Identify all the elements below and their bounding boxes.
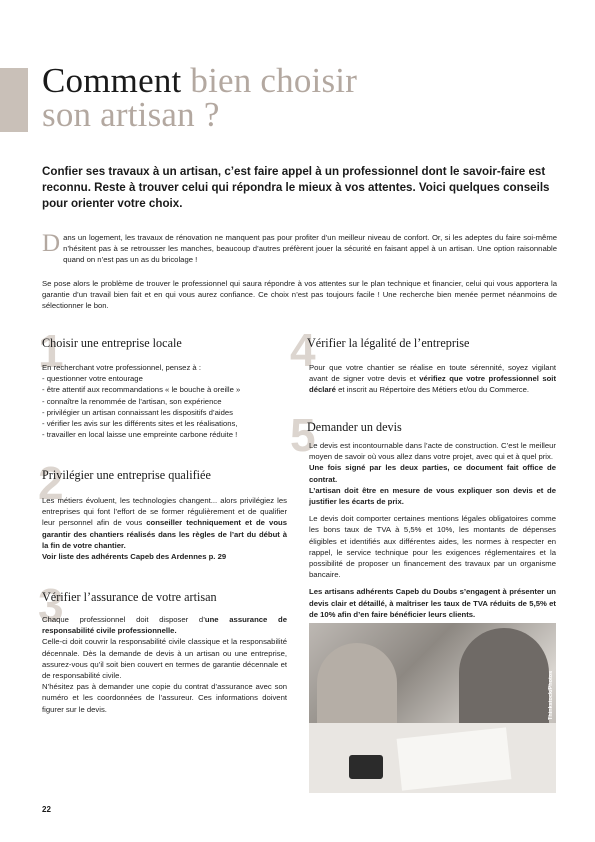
section-5-p1-bold: Une fois signé par les deux parties, ce document fait office de contrat. (309, 463, 556, 484)
section-2-number: 2 (38, 457, 64, 509)
section-3-title: Vérifier l’assurance de votre artisan (42, 590, 217, 604)
section-3-text-a-bold: une assurance de responsabilité civile professionnelle. (42, 615, 287, 636)
section-4-number: 4 (290, 324, 316, 376)
body-paragraph-1-text: ans un logement, les travaux de rénovation ne manquent pas pour profiter d’un meilleur niveau de confort. Or, si les adeptes du faire soi-même n’hésitent pas à se retrousser les manches, beaucoup d’autres préfèrent jouer la sécurité en faisant appel à un artisan. Une option raisonnable quand on n’est pas un as du bricolage ! (63, 233, 557, 265)
section-5-p2: Le devis doit comporter certaines mentions légales obligatoires comme les bons taux de TVA à 5,5% et 10%, les montants de dépenses éligibles et identifiés aux différentes aides, les normes à respecter en rappel, le service technique pour les exigences réglementaires et la possibilité de proposer un financement des travaux par un organisme bancaire. (309, 514, 556, 580)
page-number: 22 (42, 805, 51, 814)
section-1-number: 1 (38, 325, 64, 377)
section-3-text-b: Celle-ci doit couvrir la responsabilité civile classique et la responsabilité décennale. Dès la demande de devis à un artisan ou une entreprise, assurez-vous qu’il soit bien couvert en termes de garantie décennale et de responsabilité civile. (42, 637, 287, 681)
section-1-body (42, 362, 282, 440)
intro-paragraph: Confier ses travaux à un artisan, c’est faire appel à un professionnel dont le savoir-faire est reconnu. Reste à trouver celui qui répondra le mieux à vos attentes. Voici quelques conseils pour orienter votre choix. (42, 165, 550, 210)
list-item: - vérifier les avis sur les différents sites et les réalisations, (42, 419, 238, 429)
list-item: - questionner votre entourage (42, 374, 143, 384)
section-5-p1: Le devis est incontournable dans l’acte de construction. C’est le meilleur moyen de savoir où vous allez dans votre projet, avec qui et à quel prix. (309, 441, 556, 462)
section-2-body (42, 495, 287, 562)
section-1-title: Choisir une entreprise locale (42, 336, 182, 350)
photo-credit: Thinkstock/Photos (548, 670, 554, 720)
photo-couple-reviewing-documents (309, 623, 556, 793)
title-part-1: Comment (42, 61, 191, 100)
list-item: - être attentif aux recommandations « le bouche à oreille » (42, 385, 241, 395)
section-5-title: Demander un devis (307, 420, 402, 434)
accent-bar (0, 68, 28, 132)
page-title (42, 61, 562, 134)
section-4-text-end: et inscrit au Répertoire des Métiers et/ou du Commerce. (335, 385, 530, 395)
section-3-text-a: Chaque professionnel doit disposer d’ (42, 615, 205, 624)
section-4-text-bold: vérifiez que votre professionnel soit déclaré (309, 374, 556, 395)
section-2-link: Voir liste des adhérents Capeb des Ardennes p. 29 (42, 552, 227, 562)
section-4-text: Pour que votre chantier se réalise en toute sérennité, soyez vigilant avant de signer votre devis et (309, 363, 556, 384)
section-5-number: 5 (290, 409, 316, 461)
body-paragraph-2: Se pose alors le problème de trouver le professionnel qui saura répondre à vos attentes sur le plan technique et financier, celui qui vous apportera la garantie d’un travail bien fait et en qui vous aurez confiance. Ce choix n’est pas toujours facile ! Une recherche bien menée permet néanmoins de sélectionner le bon. (42, 279, 557, 311)
title-part-3: son artisan ? (42, 95, 220, 134)
section-2-text-bold: conseiller techniquement et de vous garantir des chantiers réalisés dans les règles de l’art du début à la fin de votre chantier. (42, 518, 287, 550)
title-part-2: bien choisir (190, 61, 358, 100)
section-4-body (309, 362, 556, 396)
section-5-p3: Les artisans adhérents Capeb du Doubs s’engagent à présenter un devis clair et détaillé, à maîtriser les taux de TVA réduits de 5,5% et de 10% afin d’en faire bénéficier leurs clients. (309, 587, 556, 619)
section-3-body (42, 614, 287, 715)
section-5-body (309, 440, 556, 620)
section-1-lead: En recherchant votre professionnel, pensez à : (42, 363, 201, 372)
section-3-number: 3 (38, 579, 64, 631)
list-item: - connaître la renommée de l’artisan, son expérience (42, 396, 222, 406)
section-3-text-c: N’hésitez pas à demander une copie du contrat d’assurance avec son numéro et les coordonnées de l’assureur. Ces informations doivent figurer sur le devis. (42, 682, 287, 714)
photo-calculator (349, 755, 383, 779)
body-paragraph-1 (42, 232, 557, 266)
list-item: - travailler en local laisse une empreinte carbone réduite ! (42, 430, 238, 440)
section-5-p1-bold-2: L’artisan doit être en mesure de vous expliquer son devis et de justifier les écarts de prix. (309, 485, 556, 507)
section-2-title: Privilégier une entreprise qualifiée (42, 468, 211, 482)
drop-cap: D (42, 230, 61, 257)
list-item: - privilégier un artisan connaissant les dispositifs d’aides (42, 407, 234, 417)
section-2-text: Les métiers évoluent, les technologies changent... alors privilégiez les entreprises qui font l’effort de se former régulièrement et de qualifier leur personnel afin de vous (42, 496, 287, 528)
section-4-title: Vérifier la légalité de l’entreprise (307, 336, 470, 350)
